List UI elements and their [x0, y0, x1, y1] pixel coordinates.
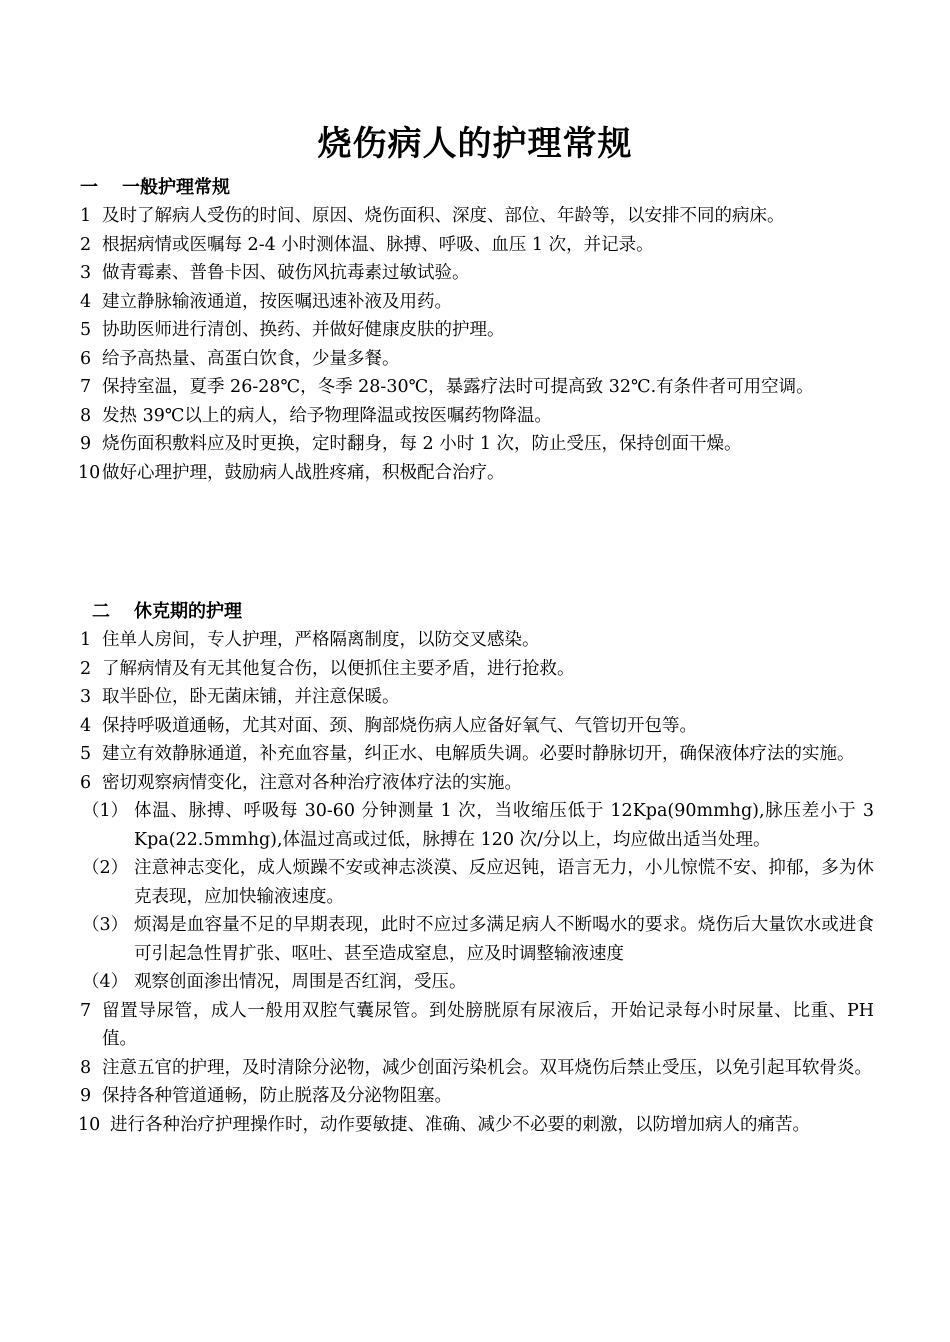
list-item [0, 683, 950, 712]
item-text: 密切观察病情变化，注意对各种治疗液体疗法的实施。 [102, 772, 522, 793]
item-text: 及时了解病人受伤的时间、原因、烧伤面积、深度、部位、年龄等，以安排不同的病床。 [102, 206, 785, 226]
list-item [0, 402, 950, 431]
list-item [0, 373, 950, 402]
sub-item-text: 观察创面渗出情况，周围是否红润，受压。 [134, 972, 467, 992]
list-item [0, 769, 950, 798]
item-number: 10 [78, 462, 101, 483]
item-text: 建立静脉输液通道，按医嘱迅速补液及用药。 [102, 291, 452, 312]
document-title: 烧伤病人的护理常规 [317, 124, 633, 164]
item-number: 9 [80, 1086, 92, 1106]
sub-item-text: 注意神志变化，成人烦躁不安或神志淡漠、反应迟钝，语言无力，小儿惊慌不安、抑郁，多为休克表现，应加快输液速度。 [134, 858, 874, 907]
item-number: 1 [80, 630, 92, 650]
list-item [0, 1054, 950, 1083]
item-text: 取半卧位，卧无菌床铺，并注意保暖。 [102, 687, 400, 707]
item-text: 保持各种管道通畅，防止脱落及分泌物阻塞。 [102, 1086, 452, 1106]
item-number: 3 [80, 263, 92, 283]
item-number: 8 [80, 1057, 92, 1078]
item-number: 9 [80, 434, 92, 454]
section-general-care [0, 174, 950, 487]
item-number: 3 [80, 687, 92, 707]
sub-item-text: 烦渴是血容量不足的早期表现，此时不应过多满足病人不断喝水的要求。烧伤后大量饮水或进食可引起急性胃扩张、呕吐、甚至造成窒息，应及时调整输液速度 [134, 915, 874, 964]
list-item [0, 288, 950, 317]
section-title: 一般护理常规 [122, 177, 230, 198]
item-number: 6 [80, 772, 92, 793]
list-item [0, 316, 950, 345]
list-item [0, 231, 950, 260]
section-number: 一 [80, 177, 98, 198]
list-item [0, 1082, 950, 1111]
list-item [0, 430, 950, 459]
section-number: 二 [92, 601, 110, 622]
sub-list-item [0, 968, 950, 997]
list-item [0, 997, 950, 1054]
item-text: 注意五官的护理，及时清除分泌物，减少创面污染机会。双耳烧伤后禁止受压，以免引起耳软骨炎。 [102, 1057, 872, 1078]
item-text: 建立有效静脉通道，补充血容量，纠正水、电解质失调。必要时静脉切开，确保液体疗法的实施。 [102, 744, 855, 764]
item-number: 8 [80, 405, 92, 426]
sub-list-item [0, 911, 950, 968]
sub-item-number: （2） [82, 858, 129, 878]
sub-item-number: （3） [82, 915, 129, 935]
list-item [0, 459, 950, 488]
item-text: 给予高热量、高蛋白饮食，少量多餐。 [102, 348, 400, 369]
list-item [0, 712, 950, 741]
list-item [0, 740, 950, 769]
item-text: 留置导尿管，成人一般用双腔气囊尿管。到处膀胱原有尿液后，开始记录每小时尿量、比重、PH 值。 [102, 1000, 874, 1049]
sub-list-item [0, 797, 950, 854]
item-number: 4 [80, 715, 92, 736]
item-text: 协助医师进行清创、换药、并做好健康皮肤的护理。 [102, 320, 505, 340]
list-item [0, 626, 950, 655]
item-text: 根据病情或医嘱每 2-4 小时测体温、脉搏、呼吸、血压 1 次，并记录。 [102, 234, 654, 255]
sub-list-item [0, 854, 950, 911]
item-text: 烧伤面积敷料应及时更换，定时翻身，每 2 小时 1 次，防止受压，保持创面干燥。 [102, 434, 742, 454]
item-text: 保持呼吸道通畅，尤其对面、颈、胸部烧伤病人应备好氧气、气管切开包等。 [102, 715, 697, 736]
item-text: 做好心理护理，鼓励病人战胜疼痛，积极配合治疗。 [102, 462, 505, 483]
section-title: 休克期的护理 [134, 601, 242, 622]
sub-item-number: （1） [82, 801, 129, 821]
item-number: 2 [80, 234, 92, 255]
item-text: 保持室温，夏季 26-28℃，冬季 28-30℃，暴露疗法时可提高致 32℃.有条件者可用空调。 [102, 377, 814, 397]
list-item [0, 259, 950, 288]
item-text: 做青霉素、普鲁卡因、破伤风抗毒素过敏试验。 [102, 263, 470, 283]
item-number: 7 [80, 377, 92, 397]
list-item [0, 202, 950, 231]
item-text: 进行各种治疗护理操作时，动作要敏捷、准确、减少不必要的刺激，以防增加病人的痛苦。 [110, 1114, 810, 1135]
item-number: 4 [80, 291, 92, 312]
sub-item-text: 体温、脉搏、呼吸每 30-60 分钟测量 1 次，当收缩压低于 12Kpa(90mmhg),脉压差小于 3 Kpa(22.5mmhg),体温过高或过低，脉搏在 120 次/分以上，均应做出适当处理。 [134, 801, 874, 850]
item-text: 了解病情及有无其他复合伤，以便抓住主要矛盾，进行抢救。 [102, 658, 575, 679]
sub-item-number: （4） [82, 972, 129, 992]
item-number: 1 [80, 206, 92, 226]
item-number: 6 [80, 348, 92, 369]
list-item [0, 345, 950, 374]
section-shock-care [0, 598, 950, 1139]
item-text: 发热 39℃以上的病人，给予物理降温或按医嘱药物降温。 [102, 405, 552, 426]
item-number: 5 [80, 320, 92, 340]
item-number: 5 [80, 744, 92, 764]
section-heading [0, 174, 950, 202]
item-number: 10 [78, 1114, 101, 1135]
item-number: 2 [80, 658, 92, 679]
list-item [0, 1111, 950, 1140]
item-number: 7 [80, 1000, 92, 1021]
list-item [0, 655, 950, 684]
section-heading [0, 598, 950, 626]
item-text: 住单人房间，专人护理，严格隔离制度，以防交叉感染。 [102, 630, 540, 650]
